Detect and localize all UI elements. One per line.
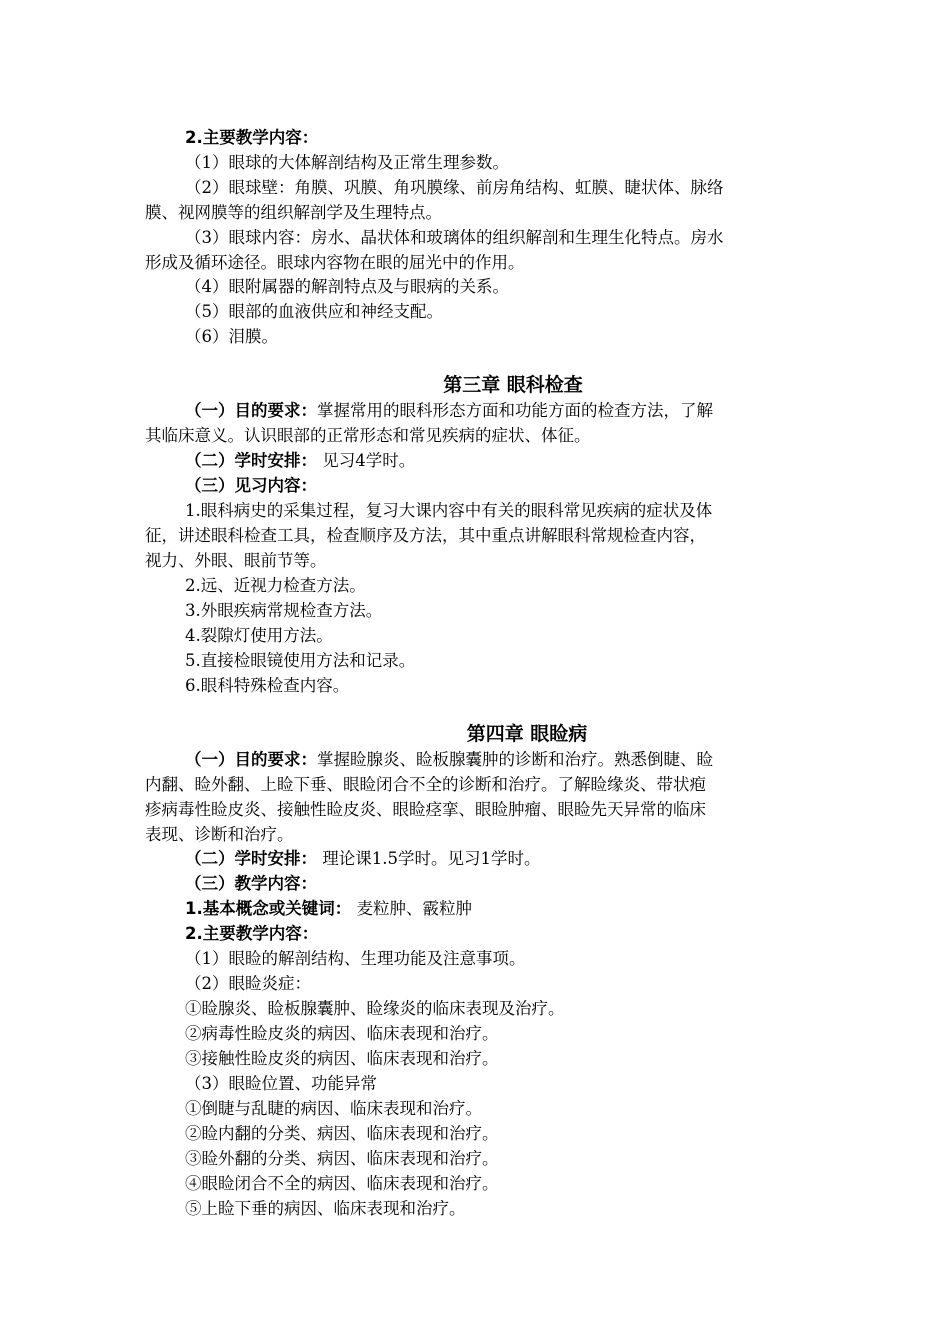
hours-label: （二）学时安排： [185, 451, 317, 470]
keywords-paragraph [185, 896, 809, 921]
section-heading: 2.主要教学内容： [185, 128, 319, 147]
goal-label: （一）目的要求： [185, 750, 317, 769]
hours-text: 理论课1.5学时。见习1学时。 [317, 849, 541, 868]
list-item: ③接触性睑皮炎的病因、临床表现和治疗。 [185, 1049, 499, 1068]
goal-paragraph [185, 747, 809, 772]
keywords-text: 麦粒肿、霰粒肿 [351, 899, 472, 918]
list-item: 5.直接检眼镜使用方法和记录。 [185, 651, 416, 670]
list-item-continuation: 形成及循环途径。眼球内容物在眼的屈光中的作用。 [145, 253, 525, 272]
list-item-continuation: 膜、视网膜等的组织解剖学及生理特点。 [145, 203, 442, 222]
hours-paragraph [185, 846, 809, 871]
list-item: ①倒睫与乱睫的病因、临床表现和治疗。 [185, 1099, 482, 1118]
list-item: ⑤上睑下垂的病因、临床表现和治疗。 [185, 1199, 466, 1218]
list-item: ③睑外翻的分类、病因、临床表现和治疗。 [185, 1149, 499, 1168]
list-item: ②睑内翻的分类、病因、临床表现和治疗。 [185, 1124, 499, 1143]
content-label: （三）教学内容： [185, 874, 317, 893]
list-item: ④眼睑闭合不全的病因、临床表现和治疗。 [185, 1174, 499, 1193]
chapter-title: 第三章 眼科检查 [443, 374, 583, 396]
goal-text: 掌握睑腺炎、睑板腺囊肿的诊断和治疗。熟悉倒睫、睑 [317, 750, 713, 769]
list-item: （2）眼睑炎症： [185, 974, 311, 993]
list-item: 6.眼科特殊检查内容。 [185, 676, 350, 695]
list-item: （1）眼睑的解剖结构、生理功能及注意事项。 [185, 949, 526, 968]
list-item-continuation: 视力、外眼、眼前节等。 [145, 551, 327, 570]
list-item: （3）眼睑位置、功能异常 [185, 1074, 377, 1093]
goal-text-continuation: 疹病毒性睑皮炎、接触性睑皮炎、眼睑痉挛、眼睑肿瘤、眼睑先天异常的临床 [145, 800, 706, 819]
list-item: （5）眼部的血液供应和神经支配。 [185, 302, 443, 321]
list-item: ①睑腺炎、睑板腺囊肿、睑缘炎的临床表现及治疗。 [185, 999, 565, 1018]
chapter-title: 第四章 眼睑病 [466, 723, 588, 745]
list-item: （6）泪膜。 [185, 327, 278, 346]
list-item: 2.远、近视力检查方法。 [185, 576, 366, 595]
keywords-label: 1.基本概念或关键词： [185, 899, 352, 918]
goal-text-continuation: 内翻、睑外翻、上睑下垂、眼睑闭合不全的诊断和治疗。了解睑缘炎、带状疱 [145, 775, 706, 794]
goal-text-continuation: 表现、诊断和治疗。 [145, 825, 294, 844]
list-item: （1）眼球的大体解剖结构及正常生理参数。 [185, 153, 509, 172]
goal-text: 掌握常用的眼科形态方面和功能方面的检查方法，了解 [317, 401, 713, 420]
list-item-continuation: 征，讲述眼科检查工具，检查顺序及方法，其中重点讲解眼科常规检查内容， [145, 526, 706, 545]
list-item: （2）眼球壁：角膜、巩膜、角巩膜缘、前房角结构、虹膜、睫状体、脉络 [185, 178, 724, 197]
list-item: 4.裂隙灯使用方法。 [185, 626, 333, 645]
content-label: （三）见习内容： [185, 476, 317, 495]
goal-label: （一）目的要求： [185, 401, 317, 420]
section-heading: 2.主要教学内容： [185, 924, 319, 943]
list-item: 1.眼科病史的采集过程，复习大课内容中有关的眼科常见疾病的症状及体 [185, 501, 713, 520]
goal-text-continuation: 其临床意义。认识眼部的正常形态和常见疾病的症状、体征。 [145, 426, 591, 445]
hours-paragraph [185, 448, 809, 473]
list-item: 3.外眼疾病常规检查方法。 [185, 601, 383, 620]
goal-paragraph [185, 398, 809, 423]
hours-text: 见习4学时。 [317, 451, 416, 470]
list-item: （4）眼附属器的解剖特点及与眼病的关系。 [185, 277, 509, 296]
list-item: （3）眼球内容：房水、晶状体和玻璃体的组织解剖和生理生化特点。房水 [185, 228, 724, 247]
list-item: ②病毒性睑皮炎的病因、临床表现和治疗。 [185, 1024, 499, 1043]
hours-label: （二）学时安排： [185, 849, 317, 868]
